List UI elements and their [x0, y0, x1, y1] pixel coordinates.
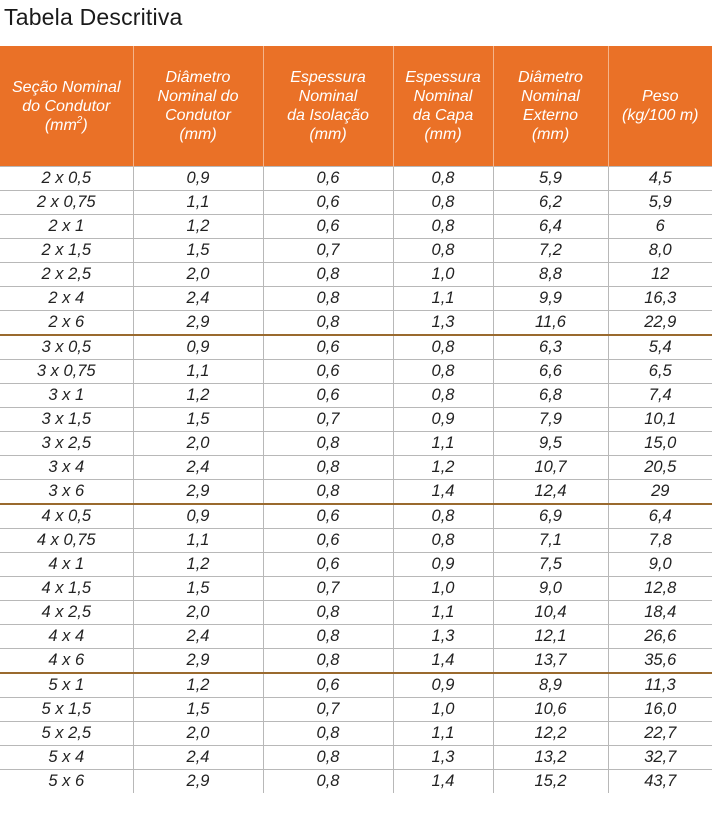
table-row: [0, 553, 712, 577]
table-cell: 4 x 2,5: [0, 601, 133, 625]
header-external-diameter: [493, 46, 608, 167]
table-cell: 8,8: [493, 263, 608, 287]
table-cell: 4 x 6: [0, 649, 133, 674]
table-cell: 8,9: [493, 673, 608, 698]
table-cell: 4,5: [608, 167, 712, 191]
table-cell: 0,9: [393, 673, 493, 698]
table-row: [0, 504, 712, 529]
table-cell: 0,6: [263, 335, 393, 360]
header-line-text: ): [82, 116, 88, 134]
table-cell: 12,2: [493, 722, 608, 746]
table-row: [0, 649, 712, 674]
table-row: [0, 335, 712, 360]
table-cell: 4 x 1,5: [0, 577, 133, 601]
table-cell: 2 x 0,75: [0, 191, 133, 215]
description-table: [0, 46, 712, 793]
table-row: [0, 746, 712, 770]
table-cell: 0,8: [263, 649, 393, 674]
header-line: (mm): [309, 126, 347, 143]
header-line: do Condutor: [22, 97, 111, 115]
table-cell: 0,9: [133, 504, 263, 529]
table-cell: 1,3: [393, 311, 493, 336]
table-cell: 0,9: [133, 167, 263, 191]
table-cell: 15,0: [608, 432, 712, 456]
table-cell: 2,9: [133, 649, 263, 674]
table-cell: 9,9: [493, 287, 608, 311]
table-row: [0, 456, 712, 480]
table-header: [0, 46, 712, 167]
table-cell: 9,0: [608, 553, 712, 577]
table-cell: 0,6: [263, 167, 393, 191]
table-cell: 22,7: [608, 722, 712, 746]
table-cell: 3 x 2,5: [0, 432, 133, 456]
table-cell: 5,9: [608, 191, 712, 215]
table-cell: 7,4: [608, 384, 712, 408]
table-cell: 32,7: [608, 746, 712, 770]
table-cell: 6,3: [493, 335, 608, 360]
table-row: [0, 432, 712, 456]
table-cell: 4 x 4: [0, 625, 133, 649]
table-cell: 0,6: [263, 360, 393, 384]
table-cell: 2,4: [133, 287, 263, 311]
table-cell: 29: [608, 480, 712, 505]
table-row: [0, 191, 712, 215]
table-cell: 0,8: [263, 456, 393, 480]
table-cell: 0,6: [263, 384, 393, 408]
table-row: [0, 408, 712, 432]
table-cell: 0,8: [263, 746, 393, 770]
table-cell: 0,8: [393, 504, 493, 529]
header-line: [2, 116, 131, 135]
table-cell: 3 x 1,5: [0, 408, 133, 432]
header-line: Condutor: [165, 107, 231, 124]
table-row: [0, 601, 712, 625]
table-cell: 0,6: [263, 673, 393, 698]
table-cell: 1,0: [393, 577, 493, 601]
table-cell: 9,5: [493, 432, 608, 456]
table-cell: 1,2: [393, 456, 493, 480]
table-cell: 13,7: [493, 649, 608, 674]
table-cell: 15,2: [493, 770, 608, 794]
table-body: [0, 167, 712, 794]
header-line: da Isolação: [287, 107, 369, 124]
table-cell: 7,1: [493, 529, 608, 553]
table-cell: 0,8: [263, 625, 393, 649]
table-cell: 10,4: [493, 601, 608, 625]
table-cell: 2,4: [133, 746, 263, 770]
table-row: [0, 770, 712, 794]
table-cell: 0,7: [263, 408, 393, 432]
table-cell: 0,9: [133, 335, 263, 360]
table-cell: 1,5: [133, 698, 263, 722]
table-cell: 1,1: [393, 722, 493, 746]
table-row: [0, 529, 712, 553]
header-line: Peso: [642, 88, 679, 105]
header-row: [0, 46, 712, 167]
table-cell: 6,9: [493, 504, 608, 529]
header-line: da Capa: [412, 107, 474, 124]
table-cell: 3 x 1: [0, 384, 133, 408]
table-cell: 2,9: [133, 311, 263, 336]
table-row: [0, 577, 712, 601]
table-row: [0, 480, 712, 505]
table-cell: 1,3: [393, 625, 493, 649]
header-line: Nominal do: [157, 88, 239, 105]
header-insulation-thickness: [263, 46, 393, 167]
table-cell: 0,8: [263, 601, 393, 625]
table-cell: 0,8: [393, 360, 493, 384]
table-cell: 22,9: [608, 311, 712, 336]
table-cell: 4 x 0,75: [0, 529, 133, 553]
table-cell: 16,0: [608, 698, 712, 722]
table-cell: 2,9: [133, 480, 263, 505]
header-line: (mm): [531, 126, 570, 143]
table-cell: 43,7: [608, 770, 712, 794]
table-cell: 13,2: [493, 746, 608, 770]
header-line: Diâmetro: [518, 69, 583, 86]
table-cell: 6,4: [493, 215, 608, 239]
table-cell: 0,8: [263, 480, 393, 505]
table-cell: 5,4: [608, 335, 712, 360]
table-cell: 2 x 1: [0, 215, 133, 239]
table-cell: 1,0: [393, 263, 493, 287]
table-cell: 7,8: [608, 529, 712, 553]
header-line: (kg/100 m): [622, 107, 699, 124]
table-cell: 0,8: [263, 311, 393, 336]
table-row: [0, 263, 712, 287]
table-cell: 1,4: [393, 770, 493, 794]
table-cell: 1,5: [133, 239, 263, 263]
header-line: (mm): [179, 126, 217, 143]
table-cell: 0,6: [263, 553, 393, 577]
table-row: [0, 360, 712, 384]
table-cell: 0,8: [393, 529, 493, 553]
table-cell: 7,5: [493, 553, 608, 577]
table-cell: 12: [608, 263, 712, 287]
table-cell: 0,8: [263, 287, 393, 311]
table-cell: 7,2: [493, 239, 608, 263]
table-cell: 0,8: [393, 384, 493, 408]
table-cell: 1,1: [133, 191, 263, 215]
table-cell: 12,1: [493, 625, 608, 649]
table-cell: 1,2: [133, 673, 263, 698]
header-line: Espessura: [290, 69, 366, 86]
table-cell: 6,5: [608, 360, 712, 384]
table-cell: 12,4: [493, 480, 608, 505]
table-cell: 6,8: [493, 384, 608, 408]
table-cell: 20,5: [608, 456, 712, 480]
table-cell: 0,8: [263, 263, 393, 287]
table-row: [0, 215, 712, 239]
table-cell: 1,2: [133, 215, 263, 239]
table-cell: 2,0: [133, 601, 263, 625]
table-cell: 2 x 0,5: [0, 167, 133, 191]
table-cell: 0,7: [263, 239, 393, 263]
table-row: [0, 673, 712, 698]
header-conductor-diameter: [133, 46, 263, 167]
table-cell: 35,6: [608, 649, 712, 674]
table-cell: 16,3: [608, 287, 712, 311]
table-cell: 10,7: [493, 456, 608, 480]
header-weight: [608, 46, 712, 167]
header-line: Nominal: [521, 88, 580, 105]
table-cell: 2,9: [133, 770, 263, 794]
header-sheath-thickness: [393, 46, 493, 167]
superscript: 2: [76, 114, 83, 126]
table-cell: 5 x 6: [48, 772, 85, 790]
table-cell: 12,8: [608, 577, 712, 601]
table-cell: 0,9: [393, 408, 493, 432]
table-cell: 7,9: [493, 408, 608, 432]
table-cell: 0,8: [263, 432, 393, 456]
table-cell: 0,6: [263, 191, 393, 215]
table-cell: 8,0: [608, 239, 712, 263]
table-cell: 0,8: [393, 167, 493, 191]
table-cell: 0,6: [263, 504, 393, 529]
table-cell: 5 x 1,5: [0, 698, 133, 722]
table-cell: 5 x 1: [0, 673, 133, 698]
table-cell: 6,6: [493, 360, 608, 384]
table-cell: 2 x 2,5: [0, 263, 133, 287]
table-row: [0, 239, 712, 263]
table-cell: 2 x 1,5: [0, 239, 133, 263]
table-cell: 2,4: [133, 456, 263, 480]
table-cell: 1,2: [133, 553, 263, 577]
table-cell: 18,4: [608, 601, 712, 625]
table-cell: 0,6: [263, 215, 393, 239]
table-cell: 4 x 1: [0, 553, 133, 577]
table-cell: 2,0: [133, 263, 263, 287]
table-cell: 5 x 4: [0, 746, 133, 770]
table-cell: 0,6: [263, 529, 393, 553]
table-cell: 1,3: [393, 746, 493, 770]
table-cell: 5 x 2,5: [0, 722, 133, 746]
table-cell: 0,8: [393, 239, 493, 263]
table-cell: 6,2: [493, 191, 608, 215]
table-cell: 2,0: [133, 722, 263, 746]
table-row: [0, 287, 712, 311]
table-cell: 6: [608, 215, 712, 239]
page-title: Tabela Descritiva: [4, 4, 183, 30]
table-cell: 1,1: [393, 601, 493, 625]
header-line: Nominal: [413, 88, 473, 105]
table-row: [0, 384, 712, 408]
table-cell: 1,0: [393, 698, 493, 722]
header-line: Espessura: [405, 69, 481, 86]
table-cell: 9,0: [493, 577, 608, 601]
table-cell: 1,1: [393, 432, 493, 456]
table-cell: 1,1: [393, 287, 493, 311]
table-row: [0, 311, 712, 336]
table-cell: 0,7: [263, 577, 393, 601]
table-cell: 11,6: [493, 311, 608, 336]
table-cell: 3 x 0,75: [0, 360, 133, 384]
table-cell: 0,7: [263, 698, 393, 722]
table-cell: 3 x 0,5: [0, 335, 133, 360]
table-cell: 1,4: [393, 480, 493, 505]
table-cell: 10,6: [493, 698, 608, 722]
header-line: Diâmetro: [165, 69, 231, 86]
table-cell: 0,8: [393, 335, 493, 360]
table-cell: 0,8: [263, 722, 393, 746]
table-cell: 1,4: [393, 649, 493, 674]
table-cell: 1,1: [133, 360, 263, 384]
header-line: Seção Nominal: [12, 78, 121, 96]
table-cell: 0,8: [393, 191, 493, 215]
table-cell: 1,1: [133, 529, 263, 553]
table-row: [0, 722, 712, 746]
table-cell: 10,1: [608, 408, 712, 432]
header-cross-section: [0, 46, 133, 167]
table-cell: 26,6: [608, 625, 712, 649]
table-cell: 4 x 0,5: [0, 504, 133, 529]
table-cell: 6,4: [608, 504, 712, 529]
table-cell: 3 x 6: [0, 480, 133, 505]
table-cell: 0,9: [393, 553, 493, 577]
header-line: Externo: [522, 107, 579, 124]
table-cell: 0,8: [263, 770, 393, 794]
table-cell: 2,0: [133, 432, 263, 456]
table-cell: 1,2: [133, 384, 263, 408]
table-cell: 2 x 4: [0, 287, 133, 311]
table-cell: 3 x 4: [0, 456, 133, 480]
table-cell: 2,4: [133, 625, 263, 649]
header-line-text: (mm: [44, 116, 77, 134]
table-cell: 0,8: [393, 215, 493, 239]
table-cell: 2 x 6: [0, 311, 133, 336]
table-cell: 11,3: [608, 673, 712, 698]
table-cell: 5,9: [493, 167, 608, 191]
table-row: [0, 625, 712, 649]
table-cell: 1,5: [133, 577, 263, 601]
header-line: Nominal: [298, 88, 358, 105]
header-line: (mm): [424, 126, 462, 143]
table-cell: 1,5: [133, 408, 263, 432]
table-row: [0, 167, 712, 191]
table-row: [0, 698, 712, 722]
